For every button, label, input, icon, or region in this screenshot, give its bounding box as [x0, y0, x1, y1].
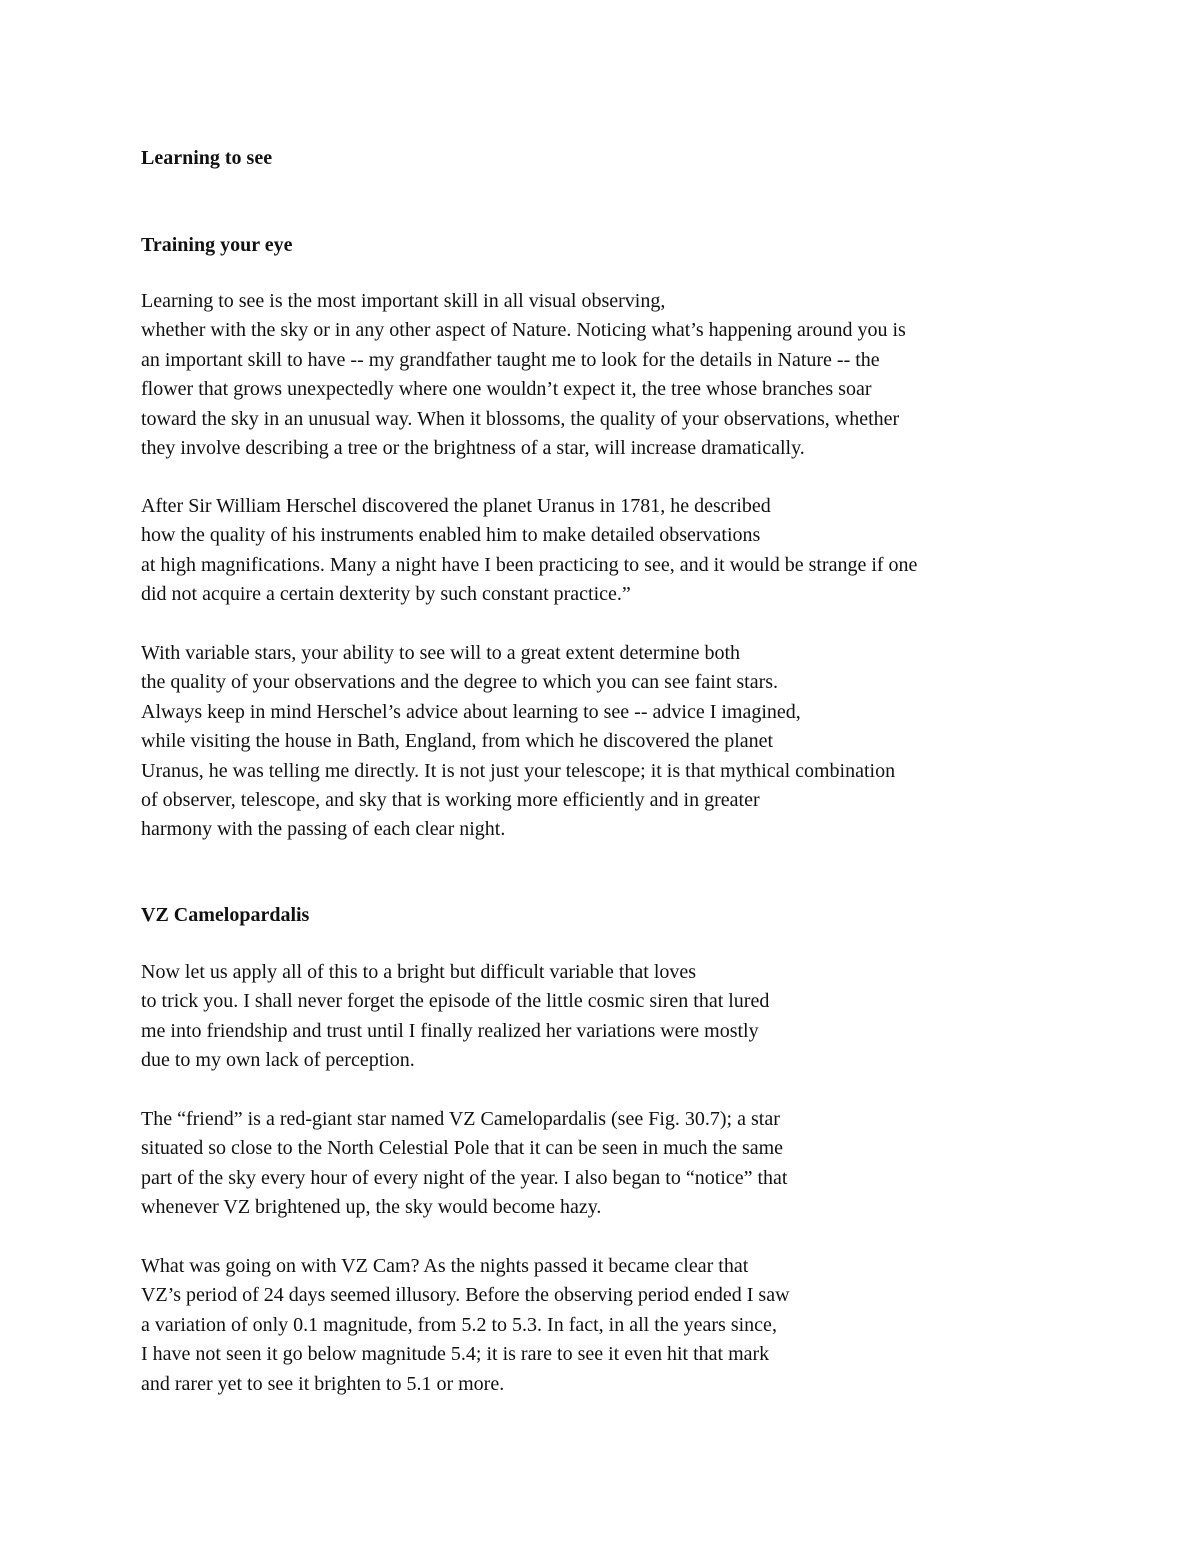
- text-line: whether with the sky or in any other aspect of Nature. Noticing what’s happening around you is: [141, 319, 906, 342]
- text-line: while visiting the house in Bath, England, from which he discovered the planet: [141, 730, 774, 753]
- text-line: the quality of your observations and the degree to which you can see faint stars.: [141, 671, 779, 694]
- text-line: an important skill to have -- my grandfather taught me to look for the details in Nature -- the: [141, 348, 880, 371]
- text-line: Always keep in mind Herschel’s advice about learning to see -- advice I imagined,: [141, 700, 801, 723]
- text-line: Now let us apply all of this to a bright but difficult variable that loves: [141, 961, 697, 983]
- text-line: I have not seen it go below magnitude 5.4; it is rare to see it even hit that mark: [141, 1343, 770, 1366]
- text-line: how the quality of his instruments enabled him to make detailed observations: [141, 524, 761, 547]
- text-line: toward the sky in an unusual way. When it blossoms, the quality of your observations, whether: [141, 407, 900, 430]
- text-line: The “friend” is a red-giant star named VZ Camelopardalis (see Fig. 30.7); a star: [141, 1108, 780, 1130]
- paragraph-4: [141, 958, 769, 1076]
- paragraph-3: [141, 639, 895, 845]
- document-title: Learning to see: [141, 147, 273, 169]
- text-line: due to my own lack of perception.: [141, 1049, 415, 1072]
- text-line: situated so close to the North Celestial Pole that it can be seen in much the same: [141, 1137, 784, 1160]
- text-line: did not acquire a certain dexterity by such constant practice.”: [141, 583, 631, 606]
- text-line: they involve describing a tree or the brightness of a star, will increase dramatically.: [141, 437, 805, 460]
- text-line: and rarer yet to see it brighten to 5.1 or more.: [141, 1372, 505, 1395]
- text-line: With variable stars, your ability to see will to a great extent determine both: [141, 642, 741, 664]
- paragraph-5: [141, 1105, 787, 1223]
- text-line: Learning to see is the most important skill in all visual observing,: [141, 290, 666, 312]
- text-line: at high magnifications. Many a night have I been practicing to see, and it would be strange if one: [141, 553, 918, 576]
- paragraph-2: [141, 492, 917, 610]
- text-line: After Sir William Herschel discovered the planet Uranus in 1781, he described: [141, 495, 771, 517]
- text-line: part of the sky every hour of every night of the year. I also began to “notice” that: [141, 1166, 788, 1189]
- text-line: a variation of only 0.1 magnitude, from 5.2 to 5.3. In fact, in all the years since,: [141, 1313, 777, 1336]
- text-line: flower that grows unexpectedly where one wouldn’t expect it, the tree whose branches soar: [141, 378, 872, 401]
- text-line: Uranus, he was telling me directly. It is not just your telescope; it is that mythical combination: [141, 759, 896, 782]
- text-line: to trick you. I shall never forget the episode of the little cosmic siren that lured: [141, 990, 770, 1013]
- text-line: What was going on with VZ Cam? As the nights passed it became clear that: [141, 1255, 749, 1277]
- section-heading-training: Training your eye: [141, 234, 293, 256]
- text-line: harmony with the passing of each clear night.: [141, 818, 506, 841]
- section-heading-vz-camelopardalis: VZ Camelopardalis: [141, 904, 310, 926]
- text-line: me into friendship and trust until I finally realized her variations were mostly: [141, 1019, 759, 1042]
- paragraph-1: [141, 287, 906, 463]
- text-line: VZ’s period of 24 days seemed illusory. Before the observing period ended I saw: [141, 1284, 790, 1307]
- text-line: whenever VZ brightened up, the sky would become hazy.: [141, 1196, 602, 1219]
- text-line: of observer, telescope, and sky that is working more efficiently and in greater: [141, 789, 760, 812]
- paragraph-6: [141, 1252, 790, 1399]
